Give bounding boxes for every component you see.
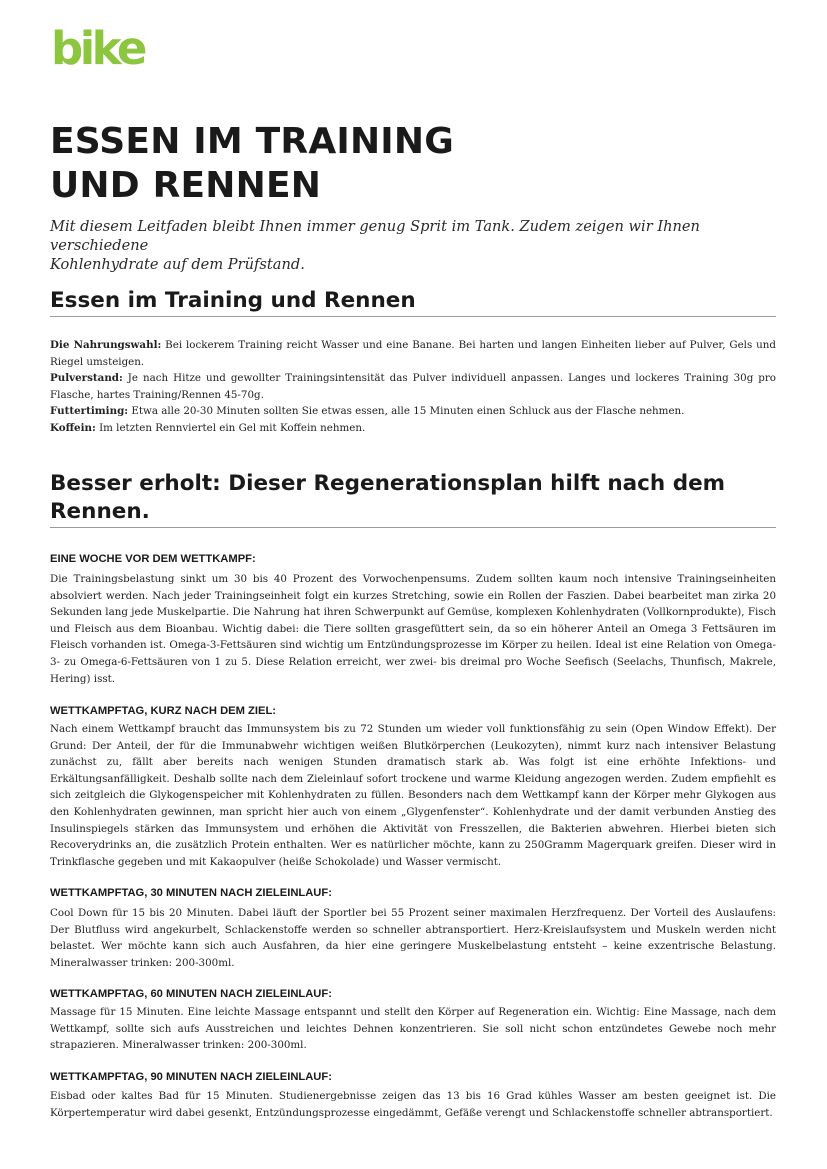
subheading-kurz-nach-ziel: WETTKAMPFTAG, KURZ NACH DEM ZIEL: [50, 705, 276, 717]
tip-nahrungswahl [50, 337, 776, 370]
subheading-30-minuten: WETTKAMPFTAG, 30 MINUTEN NACH ZIELEINLAUF: [50, 887, 332, 899]
section-heading-essen: Essen im Training und Rennen [50, 287, 776, 317]
paragraph-woche-vor: Die Trainingsbelastung sinkt um 30 bis 40 Prozent des Vorwochenpensums. Zudem sollten kaum noch intensive Trainingseinheiten absolviert werden. Nach jeder Trainingseinheit folgt ein kurzes Stretching, sowie ein Rollen der Faszien. Dabei bearbeitet man zirka 20 Sekunden lang jede Muskelpartie. Die Nahrung hat ihren Schwerpunkt auf Gemüse, komplexen Kohlenhydraten (Vollkornprodukte), Fisch und Fleisch aus dem Bioanbau. Wichtig dabei: die Tiere sollten grasgefüttert sein, da so ein höherer Anteil an Omega 3 Fettsäuren im Fleisch vorhanden ist. Omega-3-Fettsäuren sind wichtig um Entzündungsprozesse im Körper zu heilen. Ideal ist eine Relation von Omega-3- zu Omega-6-Fettsäuren von 1 zu 5. Diese Relation erreicht, wer zwei- bis dreimal pro Woche Seefisch (Seelachs, Thunfisch, Makrele, Hering) isst. [50, 573, 776, 685]
intro-line-2: Kohlenhydrate auf dem Prüfstand. [50, 256, 305, 273]
tip-text: Etwa alle 20-30 Minuten sollten Sie etwas essen, alle 15 Minuten einen Schluck aus der Flasche nehmen. [128, 405, 685, 418]
page-title-line-1: ESSEN IM TRAINING [50, 121, 454, 162]
tip-koffein [50, 420, 776, 437]
section-heading-regeneration: Besser erholt: Dieser Regenerationsplan hilft nach dem Rennen. [50, 470, 776, 528]
intro-text [50, 217, 780, 274]
page-title [50, 120, 454, 208]
subheading-90-minuten: WETTKAMPFTAG, 90 MINUTEN NACH ZIELEINLAUF: [50, 1071, 332, 1083]
paragraph-60-minuten: Massage für 15 Minuten. Eine leichte Massage entspannt und stellt den Körper auf Regeneration ein. Wichtig: Eine Massage, nach dem Wettkampf, sollte sich aufs Ausstreichen und leichtes Dehnen konzentrieren. Sie soll nicht schon entzündetes Gewebe noch mehr strapazieren. Mineralwasser trinken: 200-300ml. [50, 1006, 776, 1052]
paragraph-kurz-nach-ziel: Nach einem Wettkampf braucht das Immunsystem bis zu 72 Stunden um wieder voll funktionsfähig zu sein (Open Window Effekt). Der Grund: Der Anteil, der für die Immunabwehr wichtigen weißen Blutkörperchen (Leukozyten), nimmt kurz nach intensiver Belastung zunächst zu, fällt aber bereits nach wenigen Stunden dramatisch stark ab. Was folgt ist eine erhöhte Infektions- und Erkältungsanfälligkeit. Deshalb sollte nach dem Zieleinlauf sofort trockene und warme Kleidung angezogen werden. Zudem empfiehlt es sich zeitgleich die Glykogenspeicher mit Kohlenhydraten zu füllen. Besonders nach dem Wettkampf kann der Körper mehr Glykogen aus den Kohlenhydraten gewinnen, man spricht hier auch von einem „Glygenfenster“. Kohlenhydrate und der damit verbunden Anstieg des Insulinspiegels stärken das Immunsystem und erhöhen die Aktivität von Fresszellen, die Bakterien abwehren. Hierbei bieten sich Recoverydrinks an, die zusätzlich Protein enthalten. Wer es natürlicher möchte, kann zu 250Gramm Magerquark greifen. Dieser wird in Trinkflasche gegeben und mit Kakaopulver (heiße Schokolade) und Wasser vermischt. [50, 723, 776, 868]
tip-label: Pulverstand: [50, 372, 123, 385]
intro-line-1: Mit diesem Leitfaden bleibt Ihnen immer genug Sprit im Tank. Zudem zeigen wir Ihnen verschiedene [50, 218, 700, 254]
paragraph-30-minuten: Cool Down für 15 bis 20 Minuten. Dabei läuft der Sportler bei 55 Prozent seiner maximalen Herzfrequenz. Der Vorteil des Auslaufens: Der Blutfluss wird angekurbelt, Schlackenstoffe werden so schneller abtransportiert. Herz-Kreislaufsystem und Muskeln werden nicht belastet. Wer möchte kann sich auch Ausfahren, da hier eine geringere Muskelbelastung entsteht – keine exzentrische Belastung. Mineralwasser trinken: 200-300ml. [50, 907, 776, 969]
tip-text: Je nach Hitze und gewollter Trainingsintensität das Pulver individuell anpassen. Langes und lockeres Training 30g pro Flasche, hartes Training/Rennen 45-70g. [50, 372, 776, 401]
tip-label: Futtertiming: [50, 405, 129, 418]
tip-text: Bei lockerem Training reicht Wasser und eine Banane. Bei harten und langen Einheiten lieber auf Pulver, Gels und Riegel umsteigen. [50, 339, 776, 368]
tip-label: Die Nahrungswahl: [50, 339, 162, 351]
page-title-line-2: UND RENNEN [50, 165, 322, 206]
subheading-woche-vor: EINE WOCHE VOR DEM WETTKAMPF: [50, 553, 256, 565]
tip-text: Im letzten Rennviertel ein Gel mit Koffein nehmen. [95, 421, 366, 434]
paragraph-90-minuten: Eisbad oder kaltes Bad für 15 Minuten. Studienergebnisse zeigen das 13 bis 16 Grad kühles Wasser am besten geeignet ist. Die Körpertemperatur wird dabei gesenkt, Entzündungsprozesse eingedämmt, Gefäße verengt und Schlackenstoffe schneller abtransportiert. [50, 1090, 776, 1119]
tip-pulverstand [50, 370, 776, 403]
tip-label: Koffein: [50, 421, 96, 434]
subheading-60-minuten: WETTKAMPFTAG, 60 MINUTEN NACH ZIELEINLAUF: [50, 988, 332, 1000]
nutrition-tips [50, 337, 776, 437]
bike-logo: bike [51, 22, 144, 75]
tip-futtertiming [50, 403, 776, 420]
